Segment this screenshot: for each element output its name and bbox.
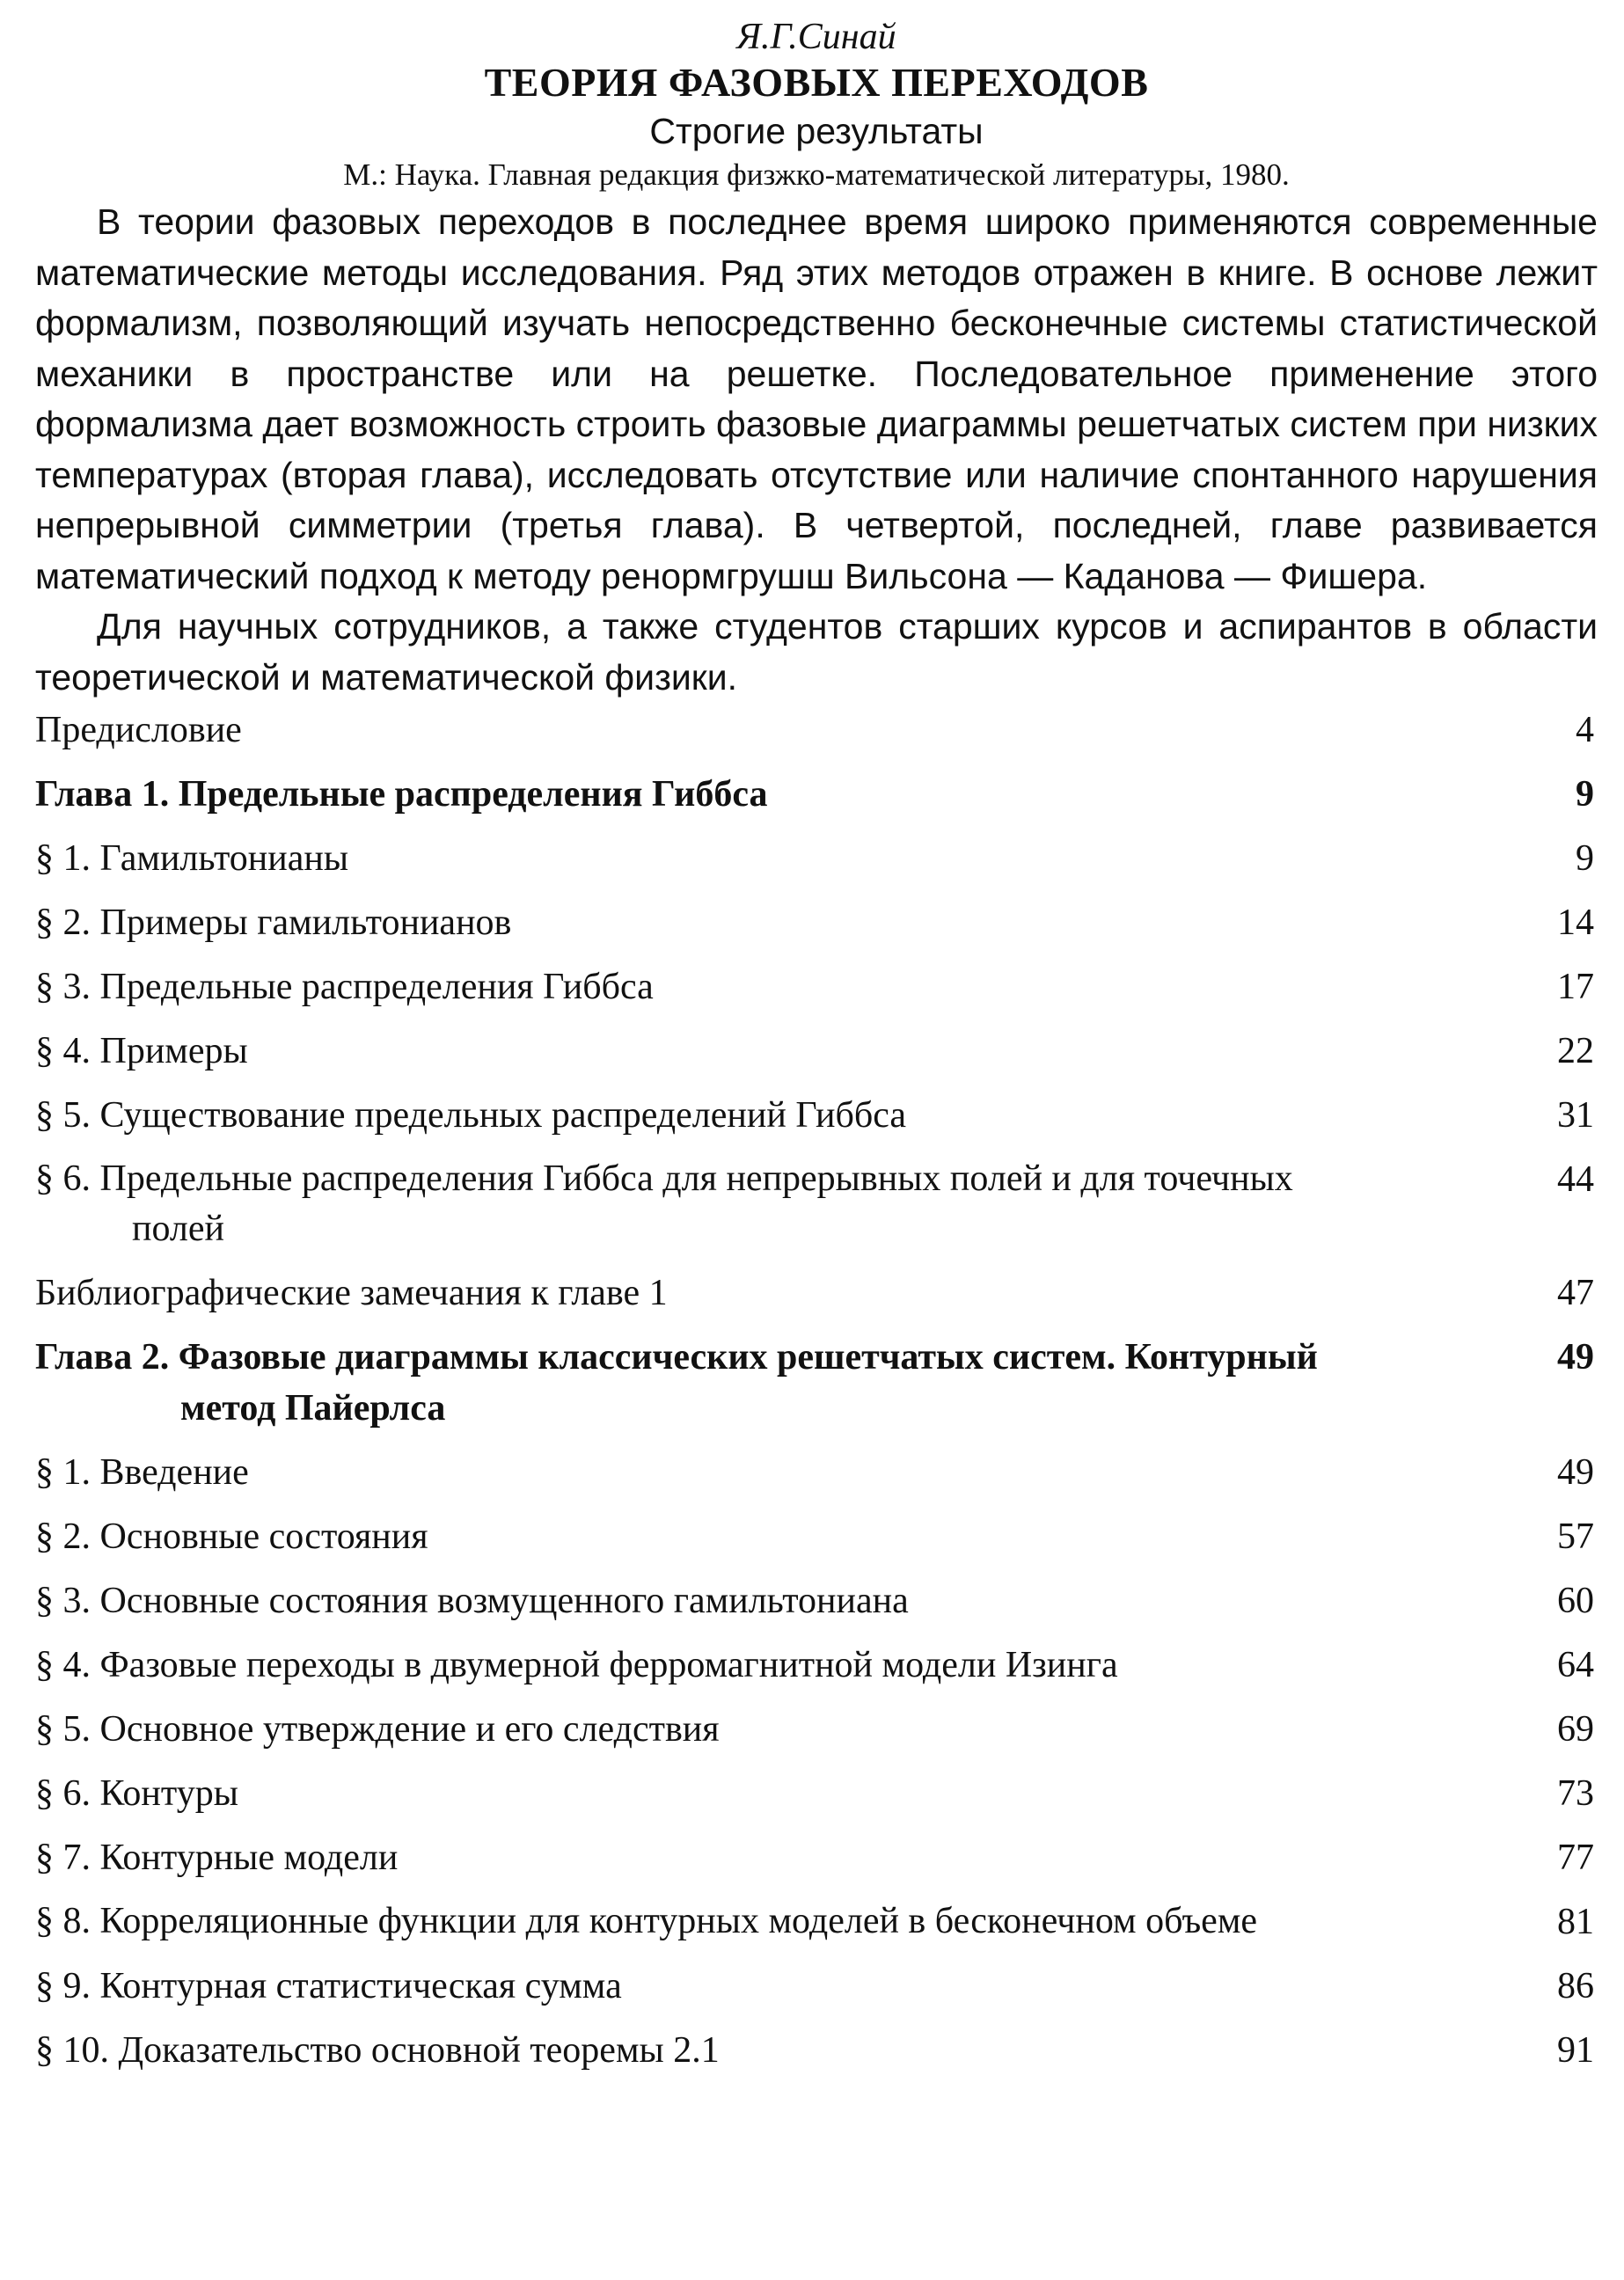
toc-entry-title: Глава 2. Фазовые диаграммы классических решетчатых систем. Контурный метод Пайерлса	[35, 1337, 1318, 1429]
toc-entry-title: § 6. Контуры	[35, 1773, 238, 1814]
abstract-paragraph: Для научных сотрудников, а также студентов старших курсов и аспирантов в области теоретической и математической физики.	[35, 606, 1598, 698]
book-subtitle: Строгие результаты	[649, 111, 984, 151]
toc-entry-title: § 8. Корреляционные функции для контурных моделей в бесконечном объеме	[35, 1901, 1258, 1941]
toc-entry-title: § 5. Основное утверждение и его следствия	[35, 1709, 720, 1750]
toc-entry	[35, 1832, 1598, 1883]
toc-entry	[35, 1154, 1598, 1254]
toc-entry-page: 60	[1557, 1581, 1594, 1621]
toc-chapter-1	[35, 769, 1598, 820]
abstract	[35, 197, 1598, 703]
toc-entry-title: § 10. Доказательство основной теоремы 2.1	[35, 2030, 720, 2071]
toc-entry-title: § 1. Введение	[35, 1452, 249, 1493]
toc-entry-page: 14	[1557, 902, 1594, 943]
author: Я.Г.Синай	[736, 17, 896, 57]
toc-entry-page: 9	[1576, 838, 1594, 879]
toc-entry	[35, 1640, 1598, 1691]
toc-entry	[35, 961, 1598, 1012]
toc-entry-title: § 4. Фазовые переходы в двумерной ферромагнитной модели Изинга	[35, 1645, 1118, 1685]
toc-entry-page: 77	[1557, 1838, 1594, 1878]
toc-entry-title: § 9. Контурная статистическая сумма	[35, 1966, 622, 2006]
toc-entry-page: 81	[1557, 1902, 1594, 1942]
abstract-paragraph: В теории фазовых переходов в последнее время широко применяются современные математические методы исследования. Ряд этих методов отражен в книге. В основе лежит формализм, позволяющий изучать непосредственно бесконечные системы статистической механики в пространстве или на решетке. Последовательное применение этого формализма дает возможность строить фазовые диаграммы решетчатых систем при низких температурах (вторая глава), исследовать отсутствие или наличие спонтанного нарушения непрерывной симметрии (третья глава). В четвертой, последней, главе развивается математический подход к методу ренормгрушш Вильсона — Каданова — Фишера.	[35, 201, 1598, 596]
toc-entry	[35, 1447, 1598, 1498]
toc-entry-page: 73	[1557, 1773, 1594, 1814]
toc-entry-page: 31	[1557, 1095, 1594, 1136]
toc-entry	[35, 1090, 1598, 1141]
toc-entry-page: 44	[1557, 1159, 1594, 1200]
toc-entry	[35, 1575, 1598, 1626]
toc-entry-title: Глава 1. Предельные распределения Гиббса	[35, 774, 768, 815]
toc-entry-page: 91	[1557, 2030, 1594, 2071]
toc-entry	[35, 1026, 1598, 1077]
toc-entry	[35, 833, 1598, 884]
toc-entry-preface	[35, 705, 1598, 756]
toc-entry-page: 4	[1576, 710, 1594, 750]
toc-entry-page: 57	[1557, 1516, 1594, 1557]
toc-entry-title: § 2. Примеры гамильтонианов	[35, 902, 512, 943]
toc-entry-page: 17	[1557, 967, 1594, 1007]
toc-entry-title: § 6. Предельные распределения Гиббса для непрерывных полей и для точечных полей	[35, 1158, 1293, 1249]
toc-entry	[35, 1268, 1598, 1319]
toc-chapter-2	[35, 1332, 1598, 1434]
toc-entry	[35, 1896, 1598, 1948]
toc-entry-page: 47	[1557, 1273, 1594, 1313]
toc-entry-title: Предисловие	[35, 710, 242, 750]
toc-entry-title: § 5. Существование предельных распределений Гиббса	[35, 1095, 907, 1136]
toc-entry-page: 49	[1557, 1452, 1594, 1493]
toc-entry-title: § 1. Гамильтонианы	[35, 838, 349, 879]
toc-entry-title: Библиографические замечания к главе 1	[35, 1273, 668, 1313]
book-title: ТЕОРИЯ ФАЗОВЫХ ПЕРЕХОДОВ	[484, 60, 1149, 105]
toc-entry-title: § 3. Основные состояния возмущенного гамильтониана	[35, 1581, 909, 1621]
publication-imprint: М.: Наука. Главная редакция физжко-математической литературы, 1980.	[343, 157, 1290, 192]
toc-entry-title: § 7. Контурные модели	[35, 1838, 399, 1878]
toc-entry-page: 86	[1557, 1966, 1594, 2006]
toc-entry	[35, 1768, 1598, 1819]
toc-entry-page: 22	[1557, 1031, 1594, 1071]
table-of-contents	[35, 705, 1598, 2076]
toc-entry-page: 9	[1576, 774, 1594, 815]
toc-entry	[35, 897, 1598, 948]
toc-entry-page: 49	[1557, 1337, 1594, 1378]
toc-entry-title: § 3. Предельные распределения Гиббса	[35, 967, 654, 1007]
toc-entry	[35, 2025, 1598, 2076]
toc-entry	[35, 1704, 1598, 1755]
toc-entry-title: § 4. Примеры	[35, 1031, 248, 1071]
toc-entry-title: § 2. Основные состояния	[35, 1516, 428, 1557]
toc-entry-page: 69	[1557, 1709, 1594, 1750]
toc-entry-page: 64	[1557, 1645, 1594, 1685]
toc-entry	[35, 1511, 1598, 1562]
toc-entry	[35, 1961, 1598, 2012]
